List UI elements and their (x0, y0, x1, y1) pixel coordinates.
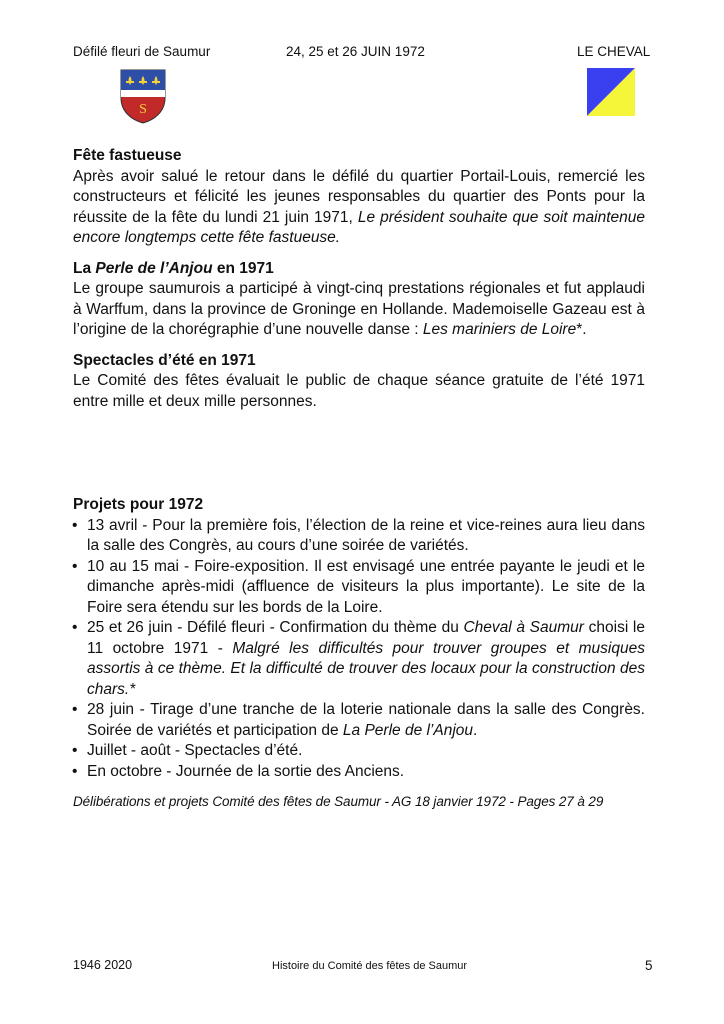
section-fete-fastueuse (73, 146, 645, 249)
section-text: Après avoir salué le retour dans le défilé du quartier Portail-Louis, remercié les constructeurs et félicité les jeunes responsables du quartier des Ponts pour la réussite de la fête du lundi 21 juin 1971, Le président souhaite que soit maintenue encore longtemps cette fête fastueuse. (73, 167, 645, 246)
section-title: La Perle de l’Anjou en 1971 (73, 259, 274, 277)
section-title: Fête fastueuse (73, 147, 182, 164)
section-perle-anjou (73, 259, 645, 341)
section-title: Projets pour 1972 (73, 496, 204, 513)
list-item: • 28 juin - Tirage d’une tranche de la loterie nationale dans la salle des Congrès. Soirée de variétés et participation de La Perle de l’Anjou. (73, 700, 645, 741)
header-date: 24, 25 et 26 JUIN 1972 (286, 44, 425, 59)
saumur-crest-icon (118, 68, 168, 124)
section-text: Le Comité des fêtes évaluait le public de chaque séance gratuite de l’été 1971 entre mille et deux mille personnes. (73, 372, 645, 410)
crest-letter: S (139, 102, 147, 117)
section-text: Le groupe saumurois a participé à vingt-cinq prestations régionales et fut applaudi à Warffum, dans la province de Groninge en Hollande. Mademoiselle Gazeau est à l’origine de la chorégraphie d’une nouvelle danse : Les mariniers de Loire*. (73, 280, 645, 338)
section-projets-1972 (73, 495, 645, 813)
footer-title: Histoire du Comité des fêtes de Saumur (272, 960, 468, 972)
list-item: • 13 avril - Pour la première fois, l’élection de la reine et vice-reines aura lieu dans la salle des Congrès, au cours d’une soirée de variétés. (73, 516, 645, 557)
footer-years: 1946 2020 (73, 958, 133, 972)
header-left-title: Défilé fleuri de Saumur (73, 44, 211, 59)
header-right-title: LE CHEVAL (577, 44, 651, 59)
list-item: • En octobre - Journée de la sortie des Anciens. (73, 762, 645, 783)
main-content (73, 146, 645, 826)
blue-yellow-flag-icon (587, 68, 635, 116)
source-citation: Délibérations et projets Comité des fêtes de Saumur - AG 18 janvier 1972 - Pages 27 à 29 (73, 794, 604, 809)
page-number: 5 (645, 958, 653, 973)
section-spectacles-ete (73, 351, 645, 413)
list-item: • Juillet - août - Spectacles d’été. (73, 741, 645, 762)
list-item: • 25 et 26 juin - Défilé fleuri - Confirmation du thème du Cheval à Saumur choisi le 11 octobre 1971 - Malgré les difficultés pour trouver groupes et musiques assortis à ce thème. Et la difficulté de trouver des locaux pour la construction des chars.* (73, 618, 645, 700)
projects-list (73, 516, 645, 783)
section-title: Spectacles d’été en 1971 (73, 351, 256, 369)
list-item: • 10 au 15 mai - Foire-exposition. Il est envisagé une entrée payante le jeudi et le dimanche après-midi (affluence de visiteurs la plus importante). Le site de la Foire sera étendu sur les bords de la Loire. (73, 557, 645, 619)
